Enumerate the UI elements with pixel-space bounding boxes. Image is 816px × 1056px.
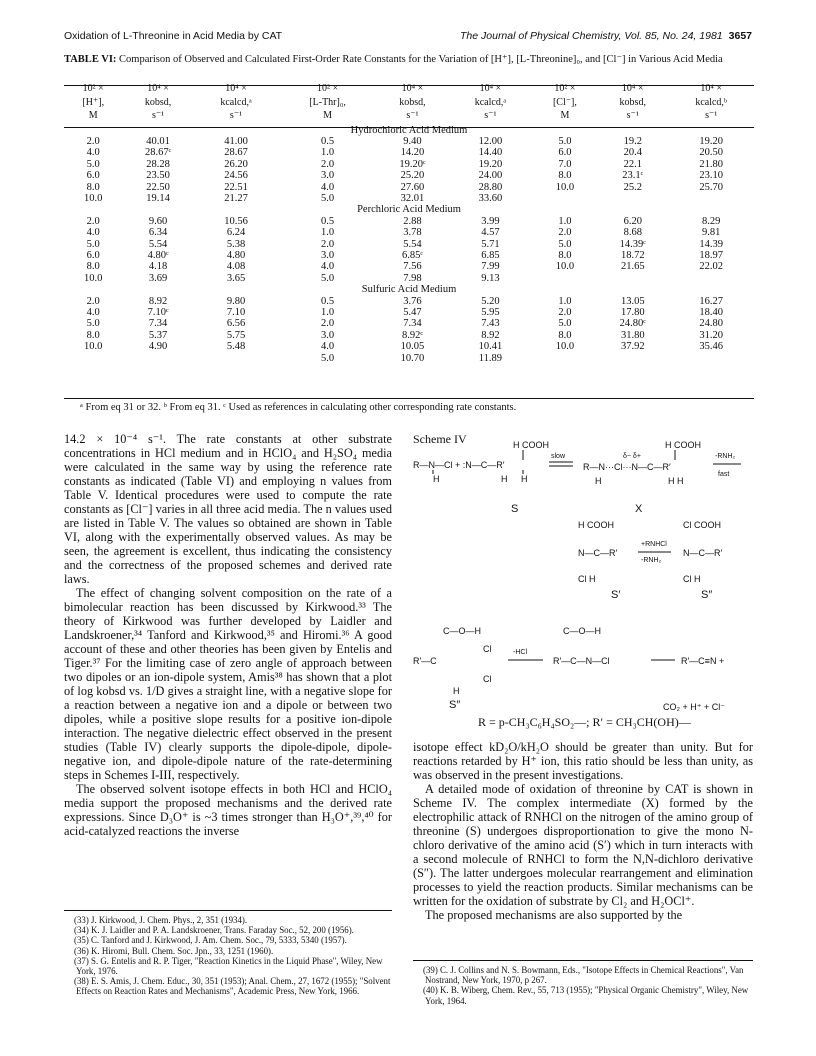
substituent-cooh2: H COOH [665, 440, 701, 450]
column-header: 10⁴ × [147, 83, 169, 94]
references-right [413, 960, 753, 1006]
column-header: kobsd, [144, 96, 172, 108]
table-cell: 10.0 [84, 272, 103, 284]
table-cell: 1.0 [321, 147, 335, 159]
table-cell: 5.0 [86, 158, 100, 170]
table-cell: 18.97 [699, 249, 723, 261]
table-cell: 25.70 [699, 181, 723, 193]
table-cell: 4.08 [226, 261, 246, 273]
table-cell: 20.4 [623, 147, 642, 159]
nitrile-product: R′—C≡N + [681, 656, 725, 666]
column-header: s⁻¹ [229, 110, 243, 121]
table-cell: 1.0 [558, 295, 572, 307]
atom-H5: H H [668, 476, 684, 486]
table-cell: 2.0 [321, 238, 335, 250]
column-header: s⁻¹ [705, 110, 718, 121]
table-cell: 2.0 [321, 318, 335, 330]
table-cell: 6.24 [226, 227, 246, 239]
section-heading: Perchloric Acid Medium [357, 204, 461, 216]
column-header: M [88, 110, 98, 121]
table-cell: 27.60 [400, 181, 425, 193]
table-caption-text: Comparison of Observed and Calculated First-Order Rate Constants for the Variation of [H⁺], [L-Threonine]₀, and [Cl⁻] in Various Acid Media [119, 54, 723, 65]
table-cell: 19.20 [699, 135, 723, 147]
table-cell: 10.0 [84, 192, 103, 204]
scheme-iv [413, 432, 753, 737]
m-mid: R′—C—N—Cl [553, 656, 610, 666]
section-heading-row [64, 125, 754, 136]
table-cell: 8.29 [702, 215, 721, 227]
table-cell: 7.43 [481, 318, 500, 330]
table-cell: 4.0 [86, 307, 100, 318]
table-cell [597, 353, 668, 364]
paragraph: A detailed mode of oxidation of threonine by CAT is shown in Scheme IV. The complex intermediate (X) formed by the electrophilic attack of RNHCl on the nitrogen of the amino group of threonine (S) undergoes disproportionation to give the mono N-chloro derivative of the amino acid (S′) which in turn interacts with a second molecule of RNHCl to form the N,N-dichloro derivative (S″). The latter undergoes molecular rearrangement and elimination processes to yield the reaction products. Similar mechanisms can be written for the oxidation of substrate by Cl₂ and H₂OCl⁺. [413, 782, 753, 908]
column-header: M [323, 110, 333, 121]
table-cell: 5.0 [321, 272, 335, 284]
page-number: 3657 [728, 30, 752, 42]
table-cell: 10.0 [555, 341, 575, 353]
reference: (33) J. Kirkwood, J. Chem. Phys., 2, 351 (1934). [74, 915, 248, 925]
spp-mid: N—C—R′ [683, 548, 723, 558]
atom-H4: H [595, 476, 602, 486]
header-row [64, 111, 754, 125]
table-cell: 2.0 [86, 135, 100, 147]
table-cell: 5.0 [558, 238, 572, 250]
table-row [64, 261, 754, 272]
table-cell [194, 353, 279, 364]
label-X: X [635, 503, 643, 515]
table-cell: 5.71 [481, 238, 500, 250]
journal-citation [460, 30, 752, 42]
table-cell: 5.47 [403, 307, 422, 318]
table-cell: 19.20ᶜ [399, 158, 426, 170]
table-cell: 5.20 [481, 295, 500, 307]
table-cell: 4.0 [86, 147, 100, 159]
column-header: s⁻¹ [406, 110, 419, 121]
table-cell: 6.0 [86, 249, 100, 261]
table-cell: 5.54 [148, 238, 168, 250]
column-header: 10⁴ × [401, 83, 424, 94]
table-cell: 31.20 [699, 329, 723, 341]
table-cell: 26.20 [224, 158, 248, 170]
table-cell: 6.56 [226, 318, 246, 330]
table-cell: 22.50 [146, 181, 170, 193]
table-cell: 8.0 [558, 170, 572, 182]
table-cell: 25.20 [400, 170, 425, 182]
table-cell: 5.48 [226, 341, 246, 353]
table-cell: 8.0 [86, 181, 100, 193]
table-cell: 5.0 [86, 318, 100, 330]
reference: (35) C. Tanford and J. Kirkwood, J. Am. Chem. Soc., 79, 5333, 5340 (1957). [74, 935, 347, 946]
label-fast: fast [718, 471, 730, 478]
table-cell: 22.02 [699, 261, 723, 273]
table-cell: 0.5 [321, 215, 335, 227]
column-header: kobsd, [399, 96, 426, 108]
table-cell: 5.75 [226, 329, 246, 341]
table-cell: 5.95 [481, 307, 500, 318]
table-row [64, 330, 754, 341]
table-cell: 28.67 [224, 147, 248, 159]
substituent-cooh1: H COOH [513, 440, 549, 450]
table-cell: 28.28 [146, 158, 170, 170]
journal-name: The Journal of Physical Chemistry, Vol. 85, No. 24, 1981 [460, 30, 723, 42]
table-cell: 8.92 [481, 329, 500, 341]
column-header: 10² × [317, 83, 339, 94]
table-cell: 10.41 [478, 341, 503, 353]
table-cell [597, 273, 668, 284]
table-cell: 7.10 [226, 307, 246, 318]
reference: (34) K. J. Laidler and P. A. Landskroener, Trans. Faraday Soc., 52, 200 (1956). [74, 925, 354, 936]
table-cell: 14.39 [699, 238, 723, 250]
section-heading-row [64, 284, 754, 295]
table-cell: 37.92 [620, 341, 645, 353]
reference: (37) S. G. Entelis and R. P. Tiger, "Reaction Kinetics in the Liquid Phase", Wiley, New York, 1976. [74, 955, 383, 977]
table-row [64, 318, 754, 329]
atom-H1: H [433, 474, 440, 484]
column-header: s⁻¹ [626, 110, 639, 121]
table-cell: 6.85 [481, 249, 500, 261]
label-minus-rnh2: -RNH₂ [715, 453, 736, 460]
r-H: H [453, 686, 460, 696]
label-S: S [511, 503, 519, 515]
table-cell: 19.2 [623, 135, 642, 147]
column-header: 10⁴ × [225, 83, 247, 94]
table-cell: 2.0 [558, 227, 572, 239]
table-cell: 28.67ᶜ [144, 147, 172, 159]
column-header: kcalcd,ᵃ [220, 96, 252, 108]
table-caption [64, 54, 754, 67]
table-cell: 5.0 [86, 238, 100, 250]
label-Sp: S′ [611, 589, 621, 601]
table-cell: 32.01 [400, 192, 425, 204]
table-cell: 10.0 [555, 261, 575, 273]
products: CO₂ + H⁺ + Cl⁻ [663, 702, 726, 712]
table-cell: 6.85ᶜ [401, 249, 424, 261]
table-cell: 3.99 [481, 215, 500, 227]
table-cell: 9.81 [702, 227, 721, 239]
table-cell: 7.34 [403, 318, 422, 330]
section-heading: Sulfuric Acid Medium [361, 284, 457, 296]
scheme-title: Scheme IV [413, 432, 467, 446]
table-footnote: ᵃ From eq 31 or 32. ᵇ From eq 31. ᶜ Used as references in calculating other corresponding rate constants. [80, 402, 517, 413]
table-cell: 22.1 [623, 158, 642, 170]
table-cell: 4.0 [86, 227, 100, 239]
table-cell: 4.90 [148, 341, 168, 353]
table-cell: 7.34 [148, 318, 168, 330]
column-header: 10² × [554, 83, 576, 94]
paragraph: 14.2 × 10⁻⁴ s⁻¹. The rate constants at other substrate concentrations in HCl medium and in HClO₄ and H₂SO₄ media were calculated in the same way by using the reference rate constants as indicated (Table VI) and employing n values from Table V. Identical procedures were used to compute the rate constants as [Cl⁻] varies in all three acid media. The n values used are listed in Table V. The values so obtained are shown in Table VI, along with the experimentally observed values. As may be seen, the agreement is excellent, thus indicating the consistency and the correctness of the proposed schemes and derived rate laws. [64, 432, 392, 586]
table-body [64, 125, 754, 365]
sp-bot: Cl H [578, 574, 596, 584]
table-cell: 7.0 [558, 158, 572, 170]
table-cell: 3.76 [403, 295, 422, 307]
paragraph: The proposed mechanisms are also supported by the [425, 908, 683, 922]
paragraph: The effect of changing solvent composition on the rate of a bimolecular reaction has been discussed by Kirkwood.³³ The theory of Kirkwood was further developed by Laidler and Landskroener,³⁴ Tanford and Kirkwood,³⁵ and Hiromi.³⁶ A good account of these and other theories has been given by Entelis and Tiger.³⁷ For the limiting case of zero angle of approach between two dipoles or an ion-dipole system, Amis³⁸ has shown that a plot of log kobsd vs. 1/D gives a straight line, with a negative slope for a reaction between a negative ion and a dipole or between two dipoles, while a positive slope results for a positive ion-dipole interaction. The negative dielectric effect observed in the present studies (Table IV) clearly supports the dipole-dipole, dipole-negative ion, and dipole-dipole nature of the rate-determining steps in Schemes I-III, respectively. [64, 586, 392, 782]
reference: (39) C. J. Collins and N. S. Bowmann, Eds., "Isotope Effects in Chemical Reactions", Van Nostrand, New York, 1970, p 267. [423, 965, 744, 986]
reference: (40) K. B. Wiberg, Chem. Rev., 55, 713 (1955); "Physical Organic Chemistry", Wiley, New York, 1964. [423, 985, 749, 1006]
table-cell: 5.54 [403, 238, 422, 250]
label-slow: slow [551, 453, 566, 460]
column-header: 10⁴ × [621, 83, 644, 94]
column-header: [H⁺], [82, 96, 105, 108]
reactant-rnhcl [413, 440, 701, 486]
table-cell: 9.13 [481, 272, 500, 284]
table-cell: 4.18 [148, 261, 168, 273]
table-cell: 23.1ᶜ [622, 170, 644, 182]
table-cell: 8.68 [623, 227, 642, 239]
table-cell: 23.10 [699, 170, 723, 182]
table-cell: 33.60 [478, 192, 503, 204]
header-row [64, 98, 754, 112]
table-cell: 5.38 [226, 238, 246, 250]
table-cell: 9.60 [148, 215, 168, 227]
table-cell: 6.0 [558, 147, 572, 159]
table-cell: 12.00 [478, 135, 503, 147]
table-cell: 8.0 [558, 329, 572, 341]
paragraph: The observed solvent isotope effects in both HCl and HClO₄ media support the proposed mechanisms and the derived rate expressions. Since D₃O⁺ is ~3 times stronger than H₃O⁺,³⁹,⁴⁰ for acid-catalyzed reactions the inverse [64, 782, 392, 838]
table-cell: 8.92ᶜ [401, 329, 424, 341]
table-row [64, 216, 754, 227]
atom-R1: R—N—Cl + :N—C—R′ [413, 460, 505, 470]
column-header: kcalcd,ᵃ [474, 96, 507, 108]
table-cell: 7.99 [481, 261, 500, 273]
table-row [64, 239, 754, 250]
table-cell: 5.0 [321, 192, 335, 204]
table-cell: 21.65 [620, 261, 645, 273]
label-plus-rnhcl: +RNHCl [641, 541, 667, 548]
table-cell: 14.20 [400, 147, 425, 159]
table-cell: 2.0 [321, 158, 335, 170]
scheme-caption: R = p-CH₃C₆H₄SO₂—; R′ = CH₃CH(OH)— [478, 715, 691, 729]
table-cell: 24.56 [224, 170, 248, 182]
table-cell: 5.37 [148, 329, 168, 341]
table-row [64, 147, 754, 158]
left-column-text [64, 432, 392, 838]
column-header: kobsd, [619, 96, 646, 108]
table-cell: 1.0 [321, 307, 335, 318]
table-header [64, 84, 754, 125]
table-row [64, 250, 754, 261]
table-cell: 3.69 [148, 272, 168, 284]
reference: (36) K. Hiromi, Bull. Chem. Soc. Jpn., 33, 1251 (1960). [74, 945, 274, 956]
table-cell: 28.80 [478, 181, 503, 193]
table-cell: 4.0 [321, 341, 335, 353]
m-top: C—O—H [563, 626, 601, 636]
atom-H2: H [501, 474, 508, 484]
table-cell: 16.27 [699, 295, 723, 307]
table-row [64, 273, 754, 284]
table-cell: 17.80 [620, 307, 645, 318]
table-row [64, 227, 754, 238]
rearrangement-structures [413, 626, 610, 696]
table-cell: 10.05 [400, 341, 425, 353]
table-cell: 2.0 [558, 307, 572, 318]
table-cell: 5.0 [558, 318, 572, 330]
table-cell: 4.0 [321, 261, 335, 273]
reference: (38) E. S. Amis, J. Chem. Educ., 30, 351 (1953); Anal. Chem., 27, 1672 (1955); "Solvent Effects on Reaction Rates and Mechanisms", Academic Press, New York, 1966. [74, 976, 391, 997]
label-minus-rnh2b: -RNH₂ [641, 557, 662, 564]
r-cl: Cl [483, 674, 492, 684]
table-row [64, 182, 754, 193]
table-row [64, 193, 754, 204]
table-row [64, 296, 754, 307]
column-header: kcalcd,ᵇ [695, 96, 728, 108]
table-cell: 5.0 [558, 135, 572, 147]
right-column-text [413, 740, 753, 922]
column-header: 10⁴ × [479, 83, 502, 94]
table-bottom-rule [64, 398, 754, 399]
table-cell [668, 353, 754, 364]
table-cell: 1.0 [558, 215, 572, 227]
table-cell: 13.05 [620, 295, 645, 307]
table-cell [533, 193, 597, 204]
table-cell: 1.0 [321, 227, 335, 239]
table-cell: 10.56 [224, 215, 248, 227]
table-cell: 24.80 [699, 318, 723, 330]
section-heading: Hydrochloric Acid Medium [350, 124, 468, 136]
table-row [64, 307, 754, 318]
table-cell: 9.80 [226, 295, 246, 307]
table-cell: 19.14 [146, 192, 170, 204]
table-row [64, 136, 754, 147]
table-cell: 22.51 [224, 181, 248, 193]
sp-top: H COOH [578, 520, 614, 530]
table-cell: 10.0 [84, 341, 103, 353]
column-header: 10² × [82, 83, 104, 94]
table-cell: 2.0 [86, 215, 100, 227]
running-header [64, 30, 752, 46]
table-cell: 3.78 [403, 227, 422, 239]
spp-bot: Cl H [683, 574, 701, 584]
table-cell: 11.89 [478, 352, 502, 364]
table-cell: 3.0 [321, 329, 335, 341]
table-row [64, 159, 754, 170]
rate-constant-table [64, 84, 754, 364]
table-cell: 20.50 [699, 147, 723, 159]
table-cell [668, 273, 754, 284]
table-cell: 6.20 [623, 215, 642, 227]
table-cell: 21.80 [699, 158, 723, 170]
table-cell: 0.5 [321, 135, 335, 147]
table-cell [668, 193, 754, 204]
section-heading-row [64, 204, 754, 215]
table-cell: 4.0 [321, 181, 335, 193]
table-cell: 5.0 [321, 352, 335, 364]
table-row [64, 353, 754, 364]
table-cell: 35.46 [699, 341, 723, 353]
header-row [64, 84, 754, 98]
table-cell: 2.88 [403, 215, 422, 227]
table-cell: 18.72 [620, 249, 645, 261]
column-header: M [560, 110, 570, 121]
r-cl2: Cl [483, 644, 492, 654]
column-header: [L-Thr]₀, [309, 96, 346, 108]
table-row [64, 341, 754, 352]
atom-H3: H [521, 474, 528, 484]
column-header: 10⁴ × [700, 83, 722, 94]
table-cell: 2.0 [86, 295, 100, 307]
table-cell: 4.57 [481, 227, 500, 239]
table-cell [533, 353, 597, 364]
label-Spp: S″ [701, 589, 713, 601]
table-cell: 8.92 [148, 295, 168, 307]
table-cell: 31.80 [620, 329, 645, 341]
table-cell: 6.34 [148, 227, 168, 239]
table-cell: 8.0 [558, 249, 572, 261]
table-cell: 3.65 [226, 272, 246, 284]
table-cell: 3.0 [321, 249, 335, 261]
table-cell: 21.27 [224, 192, 248, 204]
paragraph: isotope effect kD₂O/kH₂O should be greater than unity. But for reactions retarded by H⁺ ion, this ratio should be less than unity, as was observed in the present investigations. [413, 740, 753, 782]
label-Spp2: S″ [449, 699, 461, 711]
table-cell: 24.00 [478, 170, 503, 182]
table-cell [597, 193, 668, 204]
table-cell: 7.10ᶜ [147, 307, 169, 318]
column-header: s⁻¹ [152, 110, 165, 121]
column-header: s⁻¹ [484, 110, 497, 121]
table-cell: 24.80ᶜ [619, 318, 646, 330]
table-cell: 18.40 [699, 307, 723, 318]
column-header: [Cl⁻], [552, 96, 577, 108]
partial-charges: δ− δ+ [623, 453, 641, 460]
table-cell: 4.80ᶜ [147, 249, 169, 261]
table-cell: 9.40 [403, 135, 422, 147]
complex-x-text: R—N···Cl···N—C—R′ [583, 462, 671, 472]
table-cell [122, 353, 193, 364]
table-cell [533, 273, 597, 284]
spp-top: Cl COOH [683, 520, 721, 530]
table-cell: 7.98 [403, 272, 422, 284]
label-minus-hcl: -HCl [513, 649, 527, 656]
sp-mid: N—C—R′ [578, 548, 618, 558]
table-row [64, 170, 754, 181]
table-cell: 23.50 [146, 170, 170, 182]
table-cell: 8.0 [86, 329, 100, 341]
scheme-diagram [413, 432, 753, 714]
table-cell: 10.70 [400, 352, 425, 364]
running-title: Oxidation of L-Threonine in Acid Media by CAT [64, 30, 283, 42]
r-top: C—O—H [443, 626, 481, 636]
table-cell: 40.01 [146, 135, 170, 147]
table-cell: 19.20 [478, 158, 503, 170]
table-cell: 14.39ᶜ [619, 238, 646, 250]
table-cell: 6.0 [86, 170, 100, 182]
references-left [64, 910, 392, 997]
table-cell: 25.2 [623, 181, 642, 193]
table-cell: 41.00 [224, 135, 248, 147]
table-cell: 8.0 [86, 261, 100, 273]
table-cell: 4.80 [226, 249, 246, 261]
table-cell: 7.56 [403, 261, 422, 273]
r-mid: R′—C [413, 656, 437, 666]
table-cell: 3.0 [321, 170, 335, 182]
table-cell: 14.40 [478, 147, 503, 159]
table-cell: 0.5 [321, 295, 335, 307]
table-label: TABLE VI: [64, 54, 117, 65]
table-cell: 10.0 [555, 181, 575, 193]
table-cell [64, 353, 122, 364]
